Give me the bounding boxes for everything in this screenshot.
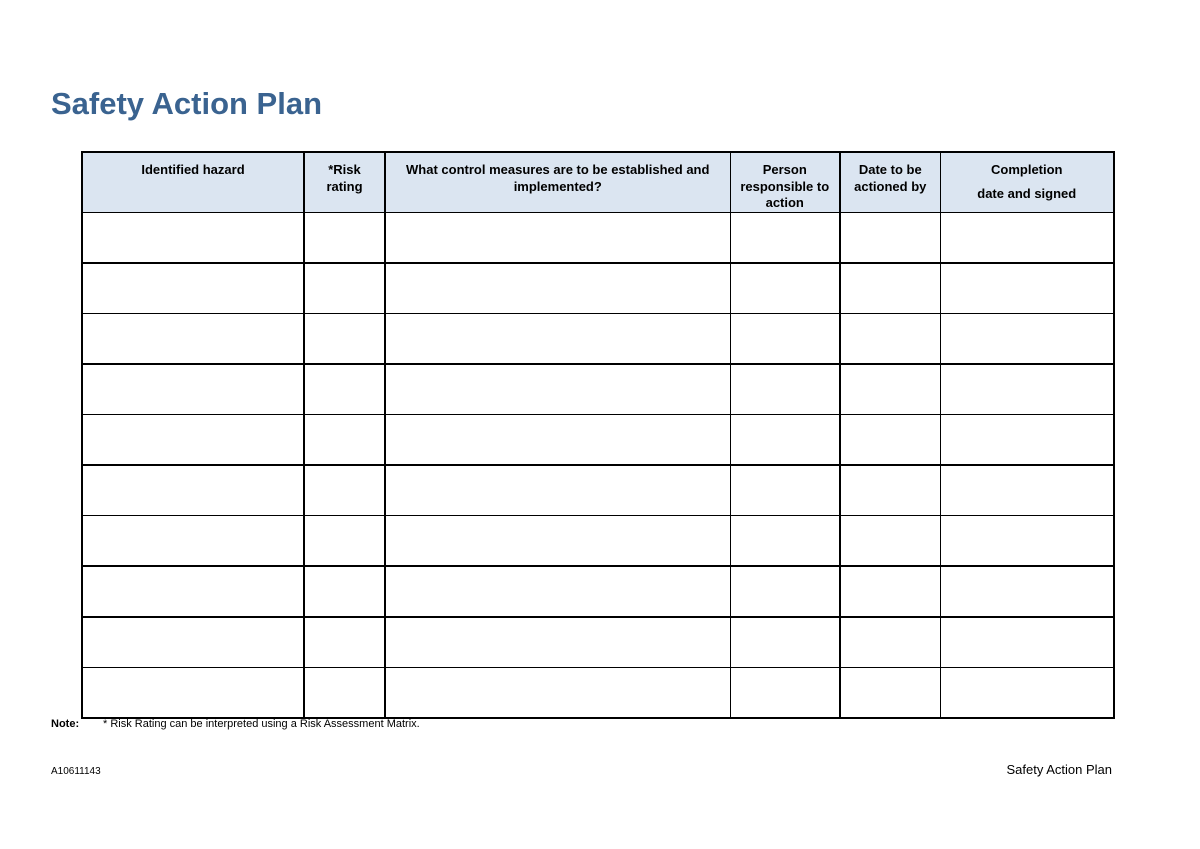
cell-control-measures[interactable]: [385, 465, 730, 516]
cell-date-to-action[interactable]: [840, 364, 940, 415]
safety-action-plan-table: [81, 151, 1115, 719]
cell-hazard[interactable]: [82, 465, 304, 516]
table-row: [82, 364, 1114, 415]
cell-date-to-action[interactable]: [840, 617, 940, 668]
table-row: [82, 566, 1114, 617]
cell-control-measures[interactable]: [385, 364, 730, 415]
header-identified-hazard: [82, 152, 304, 212]
cell-person-responsible[interactable]: [730, 313, 840, 364]
cell-date-to-action[interactable]: [840, 515, 940, 566]
cell-person-responsible[interactable]: [730, 263, 840, 314]
table-header-row: [82, 152, 1114, 212]
cell-hazard[interactable]: [82, 414, 304, 465]
footnote: [51, 718, 420, 730]
cell-risk-rating[interactable]: [304, 364, 385, 415]
cell-risk-rating[interactable]: [304, 515, 385, 566]
cell-completion[interactable]: [940, 617, 1114, 668]
cell-date-to-action[interactable]: [840, 212, 940, 263]
table-row: [82, 313, 1114, 364]
cell-hazard[interactable]: [82, 212, 304, 263]
header-risk-rating: [304, 152, 385, 212]
document-code: A10611143: [51, 766, 101, 777]
cell-risk-rating[interactable]: [304, 617, 385, 668]
cell-hazard[interactable]: [82, 313, 304, 364]
cell-completion[interactable]: [940, 263, 1114, 314]
cell-person-responsible[interactable]: [730, 617, 840, 668]
table-row: [82, 465, 1114, 516]
cell-date-to-action[interactable]: [840, 566, 940, 617]
header-label: Identified hazard: [141, 162, 245, 177]
cell-risk-rating[interactable]: [304, 667, 385, 718]
note-label: Note:: [51, 718, 80, 730]
cell-person-responsible[interactable]: [730, 465, 840, 516]
cell-control-measures[interactable]: [385, 313, 730, 364]
cell-date-to-action[interactable]: [840, 313, 940, 364]
cell-risk-rating[interactable]: [304, 313, 385, 364]
cell-control-measures[interactable]: [385, 667, 730, 718]
cell-control-measures[interactable]: [385, 263, 730, 314]
cell-hazard[interactable]: [82, 263, 304, 314]
table-row: [82, 263, 1114, 314]
cell-date-to-action[interactable]: [840, 465, 940, 516]
cell-person-responsible[interactable]: [730, 667, 840, 718]
cell-hazard[interactable]: [82, 515, 304, 566]
cell-person-responsible[interactable]: [730, 212, 840, 263]
cell-completion[interactable]: [940, 313, 1114, 364]
cell-completion[interactable]: [940, 515, 1114, 566]
cell-control-measures[interactable]: [385, 515, 730, 566]
table-row: [82, 515, 1114, 566]
header-label: Date to be actioned by: [854, 162, 927, 194]
cell-completion[interactable]: [940, 212, 1114, 263]
cell-person-responsible[interactable]: [730, 364, 840, 415]
cell-control-measures[interactable]: [385, 212, 730, 263]
footer-title: Safety Action Plan: [1006, 762, 1112, 777]
cell-completion[interactable]: [940, 364, 1114, 415]
cell-completion[interactable]: [940, 465, 1114, 516]
cell-hazard[interactable]: [82, 566, 304, 617]
cell-risk-rating[interactable]: [304, 465, 385, 516]
cell-date-to-action[interactable]: [840, 667, 940, 718]
header-completion: [940, 152, 1114, 212]
header-label: Person responsible to action: [740, 162, 830, 210]
cell-person-responsible[interactable]: [730, 566, 840, 617]
cell-completion[interactable]: [940, 414, 1114, 465]
page-title: Safety Action Plan: [51, 86, 323, 121]
cell-hazard[interactable]: [82, 617, 304, 668]
table-row: [82, 667, 1114, 718]
note-text: * Risk Rating can be interpreted using a Risk Assessment Matrix.: [103, 718, 420, 730]
cell-risk-rating[interactable]: [304, 414, 385, 465]
header-label: What control measures are to be established and implemented?: [406, 162, 710, 194]
header-label-line2: date and signed: [977, 185, 1077, 201]
cell-hazard[interactable]: [82, 667, 304, 718]
cell-risk-rating[interactable]: [304, 212, 385, 263]
cell-risk-rating[interactable]: [304, 263, 385, 314]
cell-control-measures[interactable]: [385, 617, 730, 668]
table-row: [82, 212, 1114, 263]
cell-risk-rating[interactable]: [304, 566, 385, 617]
table-row: [82, 414, 1114, 465]
header-person-responsible: [730, 152, 840, 212]
cell-control-measures[interactable]: [385, 566, 730, 617]
cell-date-to-action[interactable]: [840, 263, 940, 314]
cell-control-measures[interactable]: [385, 414, 730, 465]
cell-person-responsible[interactable]: [730, 515, 840, 566]
cell-completion[interactable]: [940, 667, 1114, 718]
table-row: [82, 617, 1114, 668]
cell-person-responsible[interactable]: [730, 414, 840, 465]
header-control-measures: [385, 152, 730, 212]
header-label: *Risk rating: [326, 162, 363, 194]
cell-hazard[interactable]: [82, 364, 304, 415]
header-date-to-be-actioned: [840, 152, 940, 212]
header-label: Completion: [991, 162, 1063, 177]
cell-completion[interactable]: [940, 566, 1114, 617]
cell-date-to-action[interactable]: [840, 414, 940, 465]
